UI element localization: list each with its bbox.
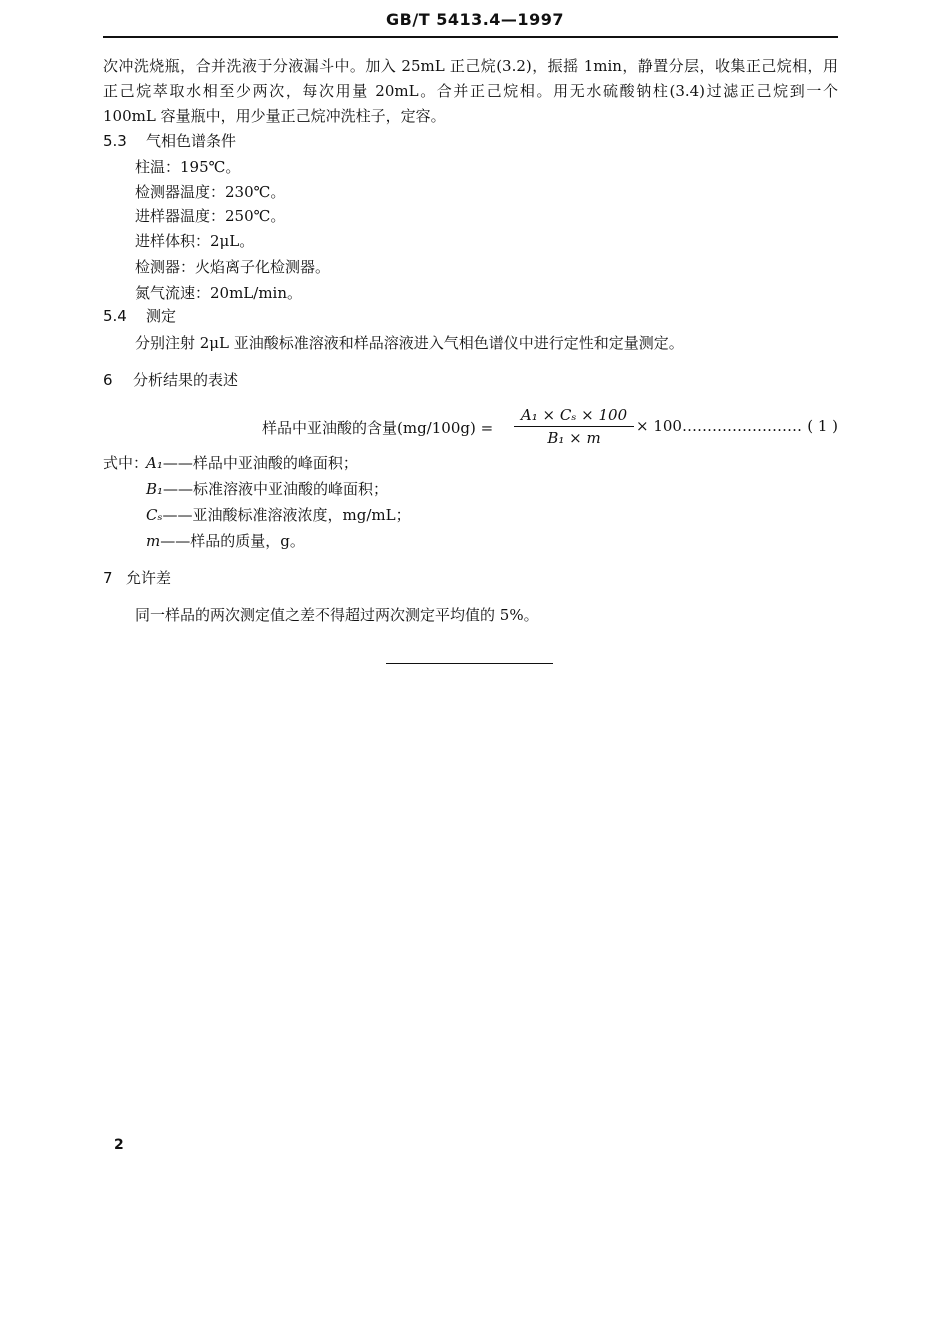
gc-condition-column-temp: 柱温：195℃。 — [135, 158, 241, 176]
formula-rhs: × 100…………………… — [636, 417, 802, 435]
definition-cs — [146, 505, 411, 525]
definition-text: ——亚油酸标准溶液浓度，mg/mL； — [162, 506, 411, 524]
section-7-title: 允许差 — [126, 569, 172, 587]
where-label: 式中： — [103, 454, 149, 472]
section-7-text: 同一样品的两次测定值之差不得超过两次测定平均值的 5%。 — [135, 606, 539, 624]
definition-symbol: A₁ — [146, 454, 163, 472]
section-5-3-title: 气相色谱条件 — [146, 132, 237, 150]
end-of-standard-rule — [386, 663, 553, 664]
definition-m — [146, 531, 305, 551]
formula-numerator: A₁ × Cₛ × 100 — [520, 406, 628, 424]
definition-a1 — [146, 453, 358, 473]
formula-denominator: B₁ × m — [547, 429, 601, 447]
definition-text: ——标准溶液中亚油酸的峰面积； — [163, 480, 389, 498]
section-6-number: 6 — [103, 371, 113, 389]
section-6-title: 分析结果的表述 — [133, 371, 239, 389]
definition-text: ——样品中亚油酸的峰面积； — [162, 454, 358, 472]
paragraph-line-1: 次冲洗烧瓶，合并洗液于分液漏斗中。加入 25mL 正己烷(3.2)，振摇 1min，静置分层，收集正己烷相，用 — [103, 57, 838, 75]
gc-condition-detector-temp: 检测器温度：230℃。 — [135, 183, 286, 201]
paragraph-line-2: 正己烷萃取水相至少两次，每次用量 20mL。合并正己烷相。用无水硫酸钠柱(3.4)过滤正己烷到一个 — [103, 82, 838, 100]
gc-condition-injection-volume: 进样体积：2μL。 — [135, 232, 255, 250]
header-standard-number: GB/T 5413.4—1997 — [386, 10, 564, 29]
gc-condition-nitrogen-flow: 氮气流速：20mL/min。 — [135, 284, 303, 302]
formula-linoleic-acid-content — [262, 405, 838, 449]
section-5-4-title: 测定 — [146, 307, 177, 325]
definition-symbol: m — [146, 532, 161, 550]
gc-condition-injector-temp: 进样器温度：250℃。 — [135, 207, 286, 225]
page-number: 2 — [114, 1137, 124, 1153]
definition-b1 — [146, 479, 388, 499]
gc-condition-detector: 检测器：火焰离子化检测器。 — [135, 258, 331, 276]
fraction-bar — [514, 426, 634, 427]
section-5-3-number: 5.3 — [103, 132, 127, 150]
header-rule — [103, 36, 838, 38]
section-5-4-text: 分别注射 2μL 亚油酸标准溶液和样品溶液进入气相色谱仪中进行定性和定量测定。 — [135, 334, 684, 352]
definition-symbol: B₁ — [146, 480, 164, 498]
definition-text: ——样品的质量，g。 — [160, 532, 305, 550]
equation-number: ( 1 ) — [807, 417, 838, 435]
section-7-number: 7 — [103, 569, 113, 587]
formula-fraction — [514, 405, 634, 448]
paragraph-line-3: 100mL 容量瓶中，用少量正己烷冲洗柱子，定容。 — [103, 107, 446, 125]
definition-symbol: Cₛ — [146, 506, 163, 524]
formula-lhs: 样品中亚油酸的含量(mg/100g) = — [262, 419, 494, 437]
section-5-4-number: 5.4 — [103, 307, 127, 325]
